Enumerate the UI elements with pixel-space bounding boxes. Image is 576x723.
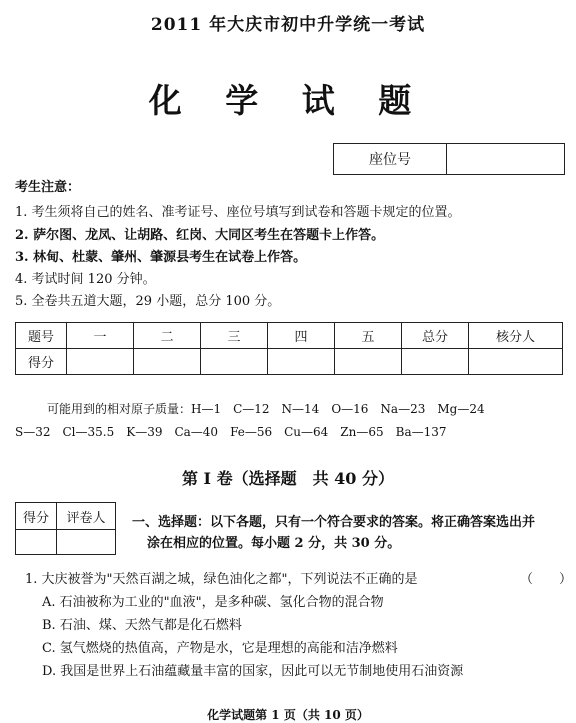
score-cell[interactable]	[469, 349, 563, 375]
grader-name-label: 评卷人	[57, 503, 116, 530]
score-row-label: 得分	[16, 349, 67, 375]
note-item: 2. 萨尔图、龙凤、让胡路、红岗、大同区考生在答题卡上作答。	[15, 228, 385, 243]
section-instruction: 一、选择题：以下各题，只有一个符合要求的答案。将正确答案选出并	[132, 515, 536, 530]
score-cell[interactable]	[268, 349, 335, 375]
section-instruction: 涂在相应的位置。每小题 2 分，共 30 分。	[147, 536, 401, 551]
exam-title: 2011 年大庆市初中升学统一考试	[150, 15, 426, 35]
score-cell[interactable]	[402, 349, 469, 375]
notes-heading: 考生注意：	[15, 180, 81, 195]
grader-box	[15, 502, 116, 555]
question-stem: 1. 大庆被誉为"天然百湖之城，绿色油化之都"，下列说法不正确的是	[25, 572, 418, 587]
seat-number-box	[333, 143, 565, 175]
score-header-cell: 一	[67, 323, 134, 349]
atomic-masses-line: 可能用到的相对原子质量：H—1 C—12 N—14 O—16 Na—23 Mg—24	[47, 402, 485, 416]
score-cell[interactable]	[67, 349, 134, 375]
score-table-header-row	[16, 323, 563, 349]
score-header-cell: 二	[134, 323, 201, 349]
question-option: C. 氢气燃烧的热值高，产物是水，它是理想的高能和洁净燃料	[42, 641, 398, 656]
atomic-masses-line: S—32 Cl—35.5 K—39 Ca—40 Fe—56 Cu—64 Zn—65 Ba—137	[15, 425, 447, 439]
grader-name-cell[interactable]	[57, 530, 116, 555]
score-header-cell: 五	[335, 323, 402, 349]
score-cell[interactable]	[335, 349, 402, 375]
score-cell[interactable]	[134, 349, 201, 375]
note-item: 5. 全卷共五道大题，29 小题，总分 100 分。	[15, 294, 281, 309]
question-option: B. 石油、煤、天然气都是化石燃料	[42, 618, 242, 633]
score-header-cell: 四	[268, 323, 335, 349]
seat-number-field[interactable]	[447, 144, 564, 174]
score-header-cell: 总分	[402, 323, 469, 349]
score-table	[15, 322, 563, 375]
note-item: 4. 考试时间 120 分钟。	[15, 272, 156, 287]
page-footer: 化学试题第 1 页（共 10 页）	[207, 708, 369, 722]
score-header-cell: 题号	[16, 323, 67, 349]
score-table-score-row	[16, 349, 563, 375]
score-header-cell: 核分人	[469, 323, 563, 349]
score-cell[interactable]	[201, 349, 268, 375]
grader-score-label: 得分	[16, 503, 57, 530]
question-option: A. 石油被称为工业的"血液"，是多种碳、氢化合物的混合物	[42, 595, 384, 610]
seat-number-label: 座位号	[334, 144, 447, 174]
score-header-cell: 三	[201, 323, 268, 349]
note-item: 3. 林甸、杜蒙、肇州、肇源县考生在试卷上作答。	[15, 250, 307, 265]
subject-title: 化 学 试 题	[148, 81, 428, 120]
note-item: 1. 考生须将自己的姓名、准考证号、座位号填写到试卷和答题卡规定的位置。	[15, 205, 461, 220]
grader-score-cell[interactable]	[16, 530, 57, 555]
section-title: 第 I 卷（选择题 共 40 分）	[181, 469, 395, 488]
question-option: D. 我国是世界上石油蕴藏量丰富的国家，因此可以无节制地使用石油资源	[42, 664, 464, 679]
answer-parenthesis[interactable]: （ ）	[520, 572, 573, 587]
